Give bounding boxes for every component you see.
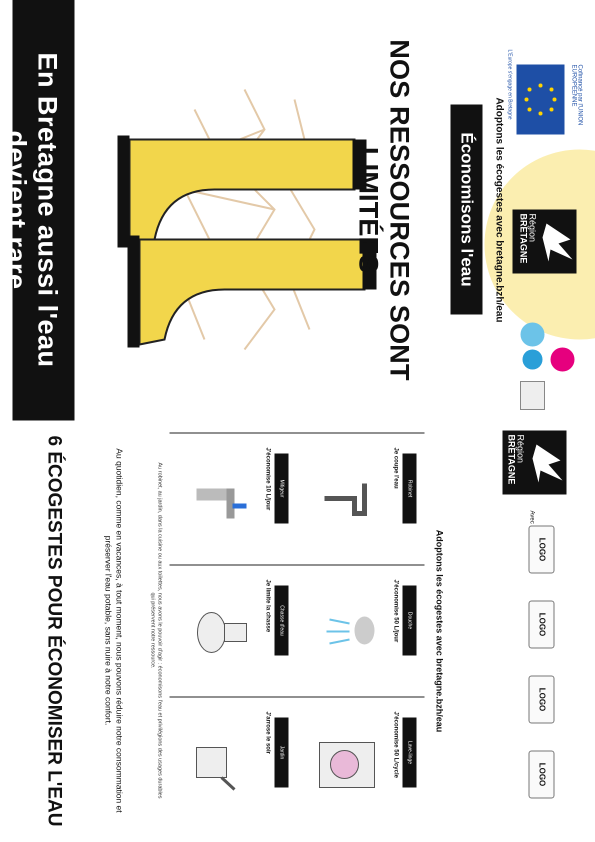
- shower-icon: [315, 606, 385, 661]
- region-logo-text: Région BRETAGNE: [518, 213, 538, 264]
- eu-flag: [517, 65, 565, 135]
- ermine-icon: [527, 431, 567, 495]
- intro-text: Au quotidien, comme en vacances, à tout moment, nous pouvons réduire notre consommation et préserver l'eau potable, sans nuire à notre confort.: [103, 448, 125, 813]
- ecogestes-grid: [170, 433, 425, 829]
- ecogeste-card: Douche J'économise 50 L/jour: [297, 565, 425, 697]
- faucet-icon: [315, 474, 385, 529]
- washing-machine-icon: [315, 738, 385, 793]
- partner-logo-placeholder: LOGO: [529, 526, 555, 574]
- ecogeste-card: Robinet Je coupe l'eau: [297, 433, 425, 565]
- ecogeste-card: Lave-linge J'économise 50 L/cycle: [297, 697, 425, 829]
- partner-logo-placeholder: LOGO: [529, 601, 555, 649]
- toilet-icon: [187, 606, 257, 661]
- left-boot: [118, 136, 367, 248]
- ecogeste-card: Chasse d'eau Je limite la chasse: [170, 565, 298, 697]
- partner-logos: [513, 320, 583, 415]
- partner-logo-placeholder: LOGO: [529, 676, 555, 724]
- ecogeste-card: Mitigeur J'économise 10 L/jour: [170, 433, 298, 565]
- watering-icon: [187, 738, 257, 793]
- headline: NOS RESSOURCES SONT LIMITÉES: [353, 39, 415, 381]
- boots-illustration: [95, 70, 395, 370]
- sage-logo-icon: [521, 323, 545, 347]
- ecogestes-title: 6 ÉCOGESTES POUR ÉCONOMISER L'EAU: [43, 435, 65, 827]
- fondation-logo-icon: [521, 382, 545, 410]
- ecogeste-card: Jardin J'arrose le soir: [170, 697, 298, 829]
- adopt-line: Adoptons les écogestes avec bretagne.bzh/eau: [493, 97, 505, 323]
- eu-stars-icon: [517, 65, 565, 135]
- bottom-poster-content: [0, 421, 595, 842]
- eu-caption: L'Europe s'engage en Bretagne: [506, 49, 513, 120]
- bottom-poster: [0, 421, 595, 842]
- note-text: Au robinet, au jardin, dans la cuisine ou aux toilettes, nous avons le pouvoir d'agir : économisons l'eau et privilégions des usages durables qui préservent notre ressource.: [149, 462, 163, 799]
- subheadline: Économisons l'eau: [457, 132, 477, 287]
- right-boot: [128, 236, 377, 348]
- eau-35-logo-icon: [523, 350, 543, 370]
- eu-label: Cofinancé par l'UNION EUROPÉENNE: [570, 64, 583, 126]
- partner-logo-placeholder: LOGO: [529, 751, 555, 799]
- ermine-icon: [537, 210, 577, 274]
- adopt-line: Adoptons les écogestes avec bretagne.bzh/eau: [434, 529, 445, 733]
- eau-bretagne-logo-icon: [551, 348, 575, 372]
- region-logo-text: Région BRETAGNE: [506, 434, 526, 485]
- mixer-tap-icon: [187, 474, 257, 529]
- poster-title: En Bretagne aussi l'eau devient rare: [1, 52, 63, 368]
